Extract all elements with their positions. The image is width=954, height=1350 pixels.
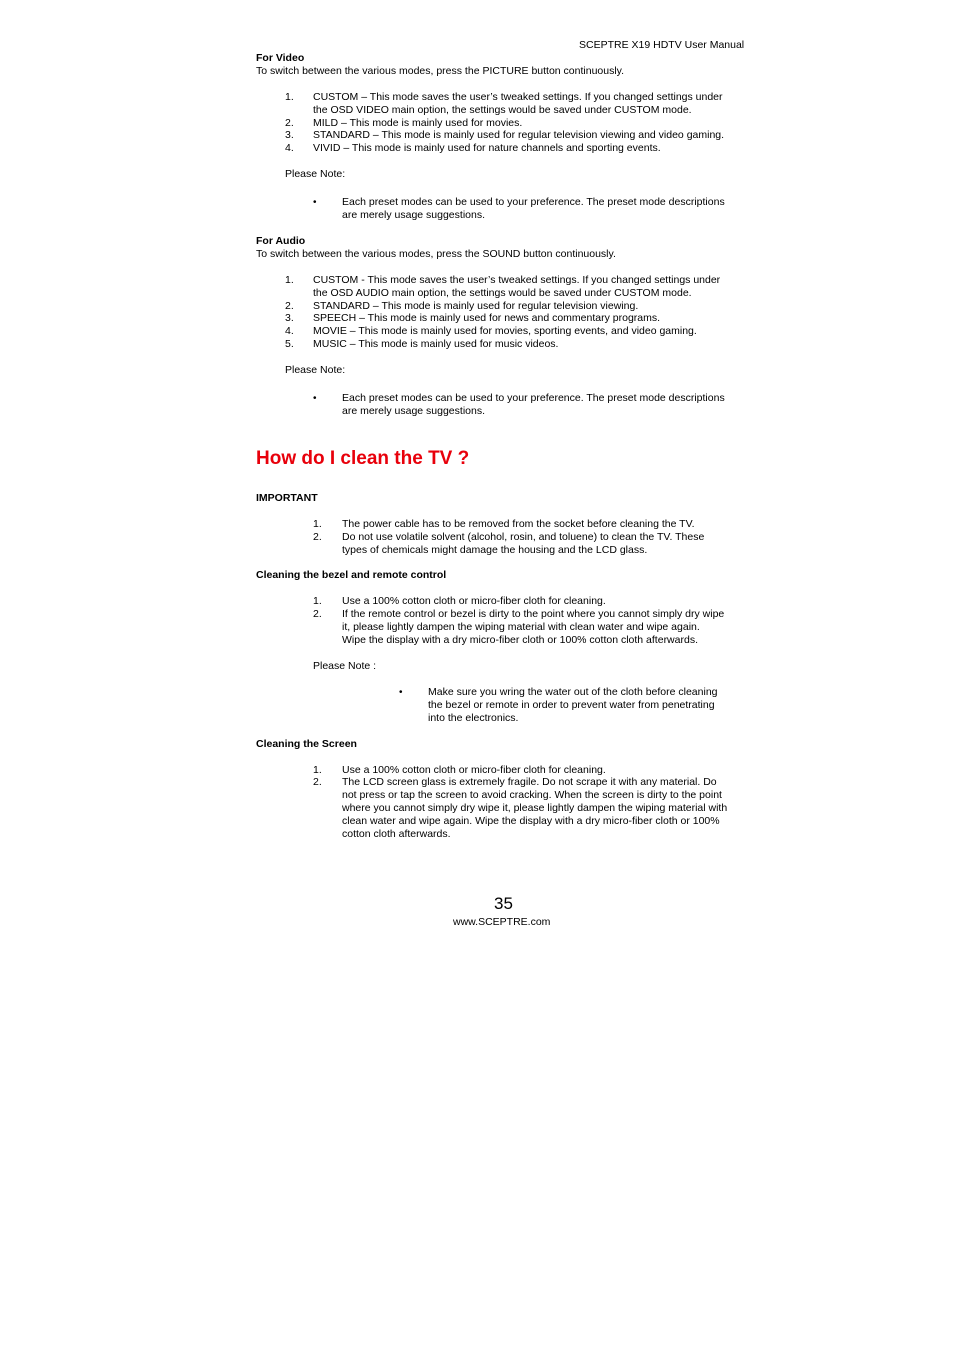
bullet-icon: • (313, 393, 317, 404)
list-item-text: cotton cloth afterwards. (342, 828, 451, 840)
list-item-number: 2. (313, 776, 322, 788)
list-item-text: The power cable has to be removed from the socket before cleaning the TV. (342, 518, 695, 530)
list-item-text: SPEECH – This mode is mainly used for news and commentary programs. (313, 312, 661, 324)
video-intro: To switch between the various modes, press the PICTURE button continuously. (256, 65, 625, 77)
bezel-note-text: the bezel or remote in order to prevent water from penetrating (428, 699, 715, 711)
audio-note-text: are merely usage suggestions. (342, 405, 485, 417)
audio-section-heading: For Audio (256, 235, 306, 247)
list-item-text: Wipe the display with a dry micro-fiber cloth or 100% cotton cloth afterwards. (342, 634, 698, 646)
bezel-heading: Cleaning the bezel and remote control (256, 569, 447, 581)
audio-note-label: Please Note: (285, 364, 346, 376)
list-item-text: CUSTOM - This mode saves the user’s tweaked settings. If you changed settings under (313, 274, 721, 286)
list-item-number: 2. (285, 117, 294, 129)
list-item-number: 5. (285, 338, 294, 350)
video-note-text: Each preset modes can be used to your preference. The preset mode descriptions (342, 196, 725, 208)
page-header-title: SCEPTRE X19 HDTV User Manual (579, 39, 745, 51)
video-note-text: are merely usage suggestions. (342, 209, 485, 221)
bullet-icon: • (399, 687, 403, 698)
list-item-number: 3. (285, 312, 294, 324)
video-section-heading: For Video (256, 52, 305, 64)
list-item-text: STANDARD – This mode is mainly used for regular television viewing. (313, 300, 639, 312)
list-item-number: 1. (285, 274, 294, 286)
list-item-number: 1. (313, 595, 322, 607)
list-item-text: it, please lightly dampen the wiping material with clean water and wipe again. (342, 621, 700, 633)
bezel-note-text: Make sure you wring the water out of the cloth before cleaning (428, 686, 718, 698)
important-heading: IMPORTANT (256, 492, 318, 504)
list-item-number: 4. (285, 325, 294, 337)
list-item-number: 3. (285, 129, 294, 141)
list-item-number: 1. (313, 764, 322, 776)
bezel-note-label: Please Note : (313, 660, 377, 672)
screen-heading: Cleaning the Screen (256, 738, 357, 750)
section-title: How do I clean the TV ? (256, 448, 470, 469)
list-item-text: The LCD screen glass is extremely fragile. Do not scrape it with any material. Do (342, 776, 717, 788)
list-item-text: the OSD AUDIO main option, the settings would be saved under CUSTOM mode. (313, 287, 692, 299)
list-item-text: Do not use volatile solvent (alcohol, rosin, and toluene) to clean the TV. These (342, 531, 705, 543)
list-item-text: the OSD VIDEO main option, the settings would be saved under CUSTOM mode. (313, 104, 692, 116)
bezel-note-text: into the electronics. (428, 712, 519, 724)
list-item-text: MOVIE – This mode is mainly used for movies, sporting events, and video gaming. (313, 325, 697, 337)
list-item-number: 2. (313, 531, 322, 543)
list-item-text: MILD – This mode is mainly used for movies. (313, 117, 523, 129)
list-item-text: Use a 100% cotton cloth or micro-fiber cloth for cleaning. (342, 595, 606, 607)
list-item-text: where you cannot simply dry wipe it, please lightly dampen the wiping material with (342, 802, 728, 814)
bullet-icon: • (313, 197, 317, 208)
list-item-number: 2. (313, 608, 322, 620)
list-item-text: Use a 100% cotton cloth or micro-fiber cloth for cleaning. (342, 764, 606, 776)
list-item-text: MUSIC – This mode is mainly used for music videos. (313, 338, 559, 350)
list-item-number: 1. (313, 518, 322, 530)
list-item-text: types of chemicals might damage the housing and the LCD glass. (342, 544, 648, 556)
list-item-number: 4. (285, 142, 294, 154)
list-item-text: CUSTOM – This mode saves the user’s tweaked settings. If you changed settings under (313, 91, 723, 103)
audio-note-text: Each preset modes can be used to your preference. The preset mode descriptions (342, 392, 725, 404)
list-item-text: VIVID – This mode is mainly used for nature channels and sporting events. (313, 142, 661, 154)
list-item-text: not press or tap the screen to avoid cracking. When the screen is dirty to the point (342, 789, 722, 801)
list-item-number: 1. (285, 91, 294, 103)
list-item-text: clean water and wipe again. Wipe the display with a dry micro-fiber cloth or 100% (342, 815, 720, 827)
list-item-text: If the remote control or bezel is dirty to the point where you cannot simply dry wipe (342, 608, 725, 620)
audio-intro: To switch between the various modes, press the SOUND button continuously. (256, 248, 616, 260)
video-note-label: Please Note: (285, 168, 346, 180)
footer-website: www.SCEPTRE.com (453, 916, 551, 928)
page-number: 35 (494, 894, 513, 913)
list-item-number: 2. (285, 300, 294, 312)
list-item-text: STANDARD – This mode is mainly used for regular television viewing and video gaming. (313, 129, 725, 141)
